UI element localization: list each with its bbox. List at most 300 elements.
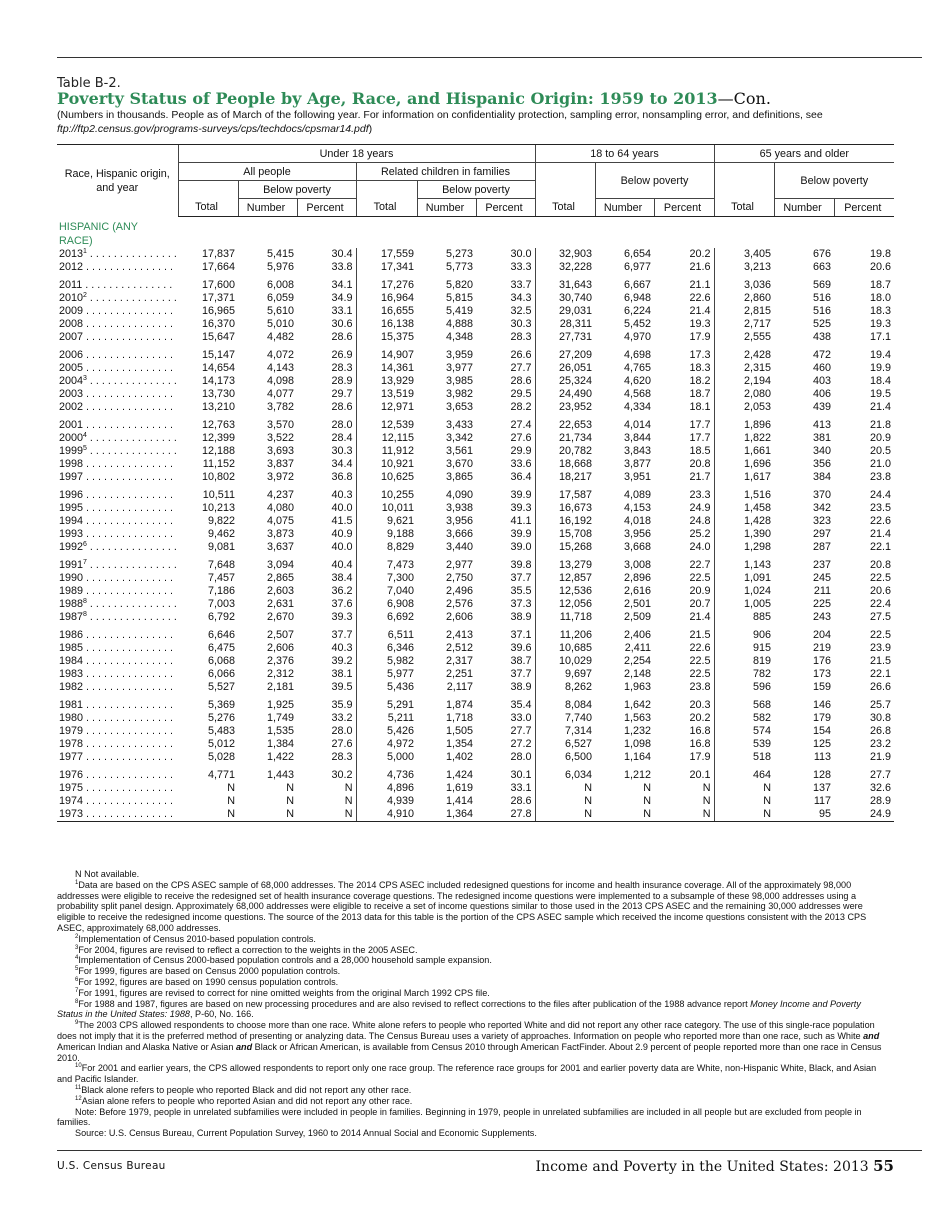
table-cell: 6,654 bbox=[623, 248, 652, 260]
table-cell: 7,648 bbox=[207, 559, 235, 571]
table-cell: 146 bbox=[813, 699, 832, 711]
table-row bbox=[57, 362, 894, 375]
table-cell: 29,031 bbox=[535, 305, 595, 318]
below-poverty-65-header: Below poverty bbox=[774, 163, 894, 199]
table-body bbox=[57, 217, 894, 822]
table-row bbox=[57, 375, 894, 388]
table-cell: 32,228 bbox=[535, 261, 595, 274]
table-cell: 176 bbox=[813, 655, 832, 667]
note-12: $^{12}$Asian alone refers to people who reported Asian and did not report any other race. bbox=[75, 1095, 413, 1106]
table-cell: 5,000 bbox=[356, 751, 417, 764]
table-cell: 33.2 bbox=[331, 712, 353, 724]
table-cell: 33.7 bbox=[510, 279, 532, 291]
table-cell: 7,473 bbox=[356, 554, 417, 572]
table-row bbox=[57, 401, 894, 414]
table-cell: N bbox=[297, 808, 356, 822]
table-cell: N bbox=[654, 808, 714, 822]
table-cell: 28.0 bbox=[331, 419, 353, 431]
table-row bbox=[57, 655, 894, 668]
table-cell: 27.4 bbox=[510, 419, 532, 431]
table-cell: 17,837 bbox=[201, 248, 235, 260]
note-10: $^{10}$For 2001 and earlier years, the CPS allowed respondents to report only one race group. The reference race groups for 2001 and earlier poverty data are White, non-Hispanic White, Black, and Asian and Pacific Islander. bbox=[57, 1063, 877, 1085]
table-cell: 4,765 bbox=[623, 362, 652, 374]
table-cell: 3,972 bbox=[266, 471, 294, 483]
bottom-rule bbox=[57, 1150, 922, 1151]
table-cell: 10,802 bbox=[201, 471, 235, 483]
table-cell: 11,206 bbox=[535, 624, 595, 642]
note-11: $^{11}$Black alone refers to people who reported Black and did not report any other race. bbox=[75, 1084, 412, 1095]
table-cell: 403 bbox=[813, 375, 832, 387]
row-year: 1995 . . . . . . . . . . . . . . . bbox=[59, 502, 174, 514]
table-cell: 23,952 bbox=[535, 401, 595, 414]
table-cell: 297 bbox=[813, 528, 832, 540]
table-cell: 6,475 bbox=[207, 642, 235, 654]
table-cell: 18.7 bbox=[689, 388, 711, 400]
table-cell: 24.4 bbox=[870, 489, 892, 501]
table-cell: 15,268 bbox=[535, 541, 595, 554]
table-cell: 2,117 bbox=[446, 681, 473, 693]
table-cell: 6,527 bbox=[535, 738, 595, 751]
table-cell: 24.8 bbox=[689, 515, 711, 527]
table-cell: 28.0 bbox=[510, 751, 532, 763]
row-year: 2010$^2$ . . . . . . . . . . . . . . . bbox=[59, 292, 177, 304]
table-cell: 25.7 bbox=[870, 699, 892, 711]
table-cell: 40.4 bbox=[331, 559, 353, 571]
table-cell: 16,370 bbox=[201, 318, 235, 330]
table-cell: 19.8 bbox=[870, 248, 892, 260]
table-cell: 18.0 bbox=[870, 292, 892, 304]
row-year: 2012 . . . . . . . . . . . . . . . bbox=[59, 261, 174, 273]
table-cell: 4,090 bbox=[445, 489, 473, 501]
table-cell: 27.7 bbox=[510, 362, 532, 374]
table-cell: 5,610 bbox=[266, 305, 294, 317]
table-cell: 30.8 bbox=[870, 712, 892, 724]
table-cell: 26.9 bbox=[331, 349, 353, 361]
table-row bbox=[57, 668, 894, 681]
table-cell: N bbox=[344, 795, 353, 807]
col-percent: Percent bbox=[834, 199, 894, 217]
table-cell: 356 bbox=[813, 458, 832, 470]
table-cell: 6,792 bbox=[207, 611, 235, 623]
table-cell: 30.0 bbox=[510, 248, 532, 260]
table-label: Table B-2. bbox=[57, 76, 121, 91]
table-row bbox=[57, 585, 894, 598]
table-cell: 5,452 bbox=[623, 318, 652, 330]
table-cell: 16,964 bbox=[356, 292, 417, 305]
table-cell: 1,458 bbox=[714, 502, 774, 515]
note-7: $^7$For 1991, figures are revised to correct for nine omitted weights from the original March 1992 CPS file. bbox=[75, 987, 490, 998]
table-cell: 6,667 bbox=[623, 279, 652, 291]
table-cell: 6,224 bbox=[623, 305, 652, 317]
row-year: 1994 . . . . . . . . . . . . . . . bbox=[59, 515, 174, 527]
table-cell: N bbox=[702, 782, 711, 794]
title-suffix: —Con. bbox=[717, 89, 771, 108]
table-cell: 20.6 bbox=[870, 261, 892, 273]
table-cell: 11,912 bbox=[356, 445, 417, 458]
row-year: 1975 . . . . . . . . . . . . . . . bbox=[59, 782, 174, 794]
table-cell: 2,631 bbox=[266, 598, 294, 610]
table-cell: 6,977 bbox=[623, 261, 652, 273]
table-cell: 13,279 bbox=[535, 554, 595, 572]
table-cell: 1,443 bbox=[266, 769, 294, 781]
table-cell: 33.8 bbox=[331, 261, 353, 273]
table-cell: 17,276 bbox=[356, 274, 417, 292]
table-cell: 26,051 bbox=[535, 362, 595, 375]
table-cell: 915 bbox=[714, 642, 774, 655]
table-cell: 17.7 bbox=[689, 419, 711, 431]
table-cell: 19.3 bbox=[870, 318, 892, 330]
table-cell: N bbox=[643, 782, 652, 794]
table-cell: 27,209 bbox=[535, 344, 595, 362]
table-cell: N bbox=[535, 808, 595, 822]
table-row bbox=[57, 738, 894, 751]
table-cell: 22.5 bbox=[689, 668, 711, 680]
table-cell: 1,143 bbox=[714, 554, 774, 572]
table-cell: 3,570 bbox=[266, 419, 294, 431]
table-cell: 3,843 bbox=[623, 445, 652, 457]
table-cell: 2,181 bbox=[266, 681, 294, 693]
table-cell: 17.9 bbox=[689, 751, 711, 763]
row-year: 2003 . . . . . . . . . . . . . . . bbox=[59, 388, 174, 400]
table-cell: 5,773 bbox=[445, 261, 473, 273]
table-cell: 24.9 bbox=[834, 808, 894, 822]
table-cell: 18.3 bbox=[689, 362, 711, 374]
table-cell: 30,740 bbox=[535, 292, 595, 305]
table-cell: 179 bbox=[813, 712, 832, 724]
table-row bbox=[57, 611, 894, 624]
table-cell: 33.1 bbox=[331, 305, 353, 317]
table-cell: 1,091 bbox=[714, 572, 774, 585]
table-cell: 3,865 bbox=[445, 471, 473, 483]
table-cell: 27,731 bbox=[535, 331, 595, 344]
table-cell: 20,782 bbox=[535, 445, 595, 458]
table-cell: 28.6 bbox=[331, 401, 353, 413]
table-cell: 14,361 bbox=[356, 362, 417, 375]
table-cell: 17,341 bbox=[356, 261, 417, 274]
table-cell: 21.4 bbox=[689, 305, 711, 317]
table-cell: 41.1 bbox=[510, 515, 532, 527]
all-people-header: All people bbox=[178, 163, 356, 181]
row-year: 1986 . . . . . . . . . . . . . . . bbox=[59, 629, 174, 641]
table-cell: 3,873 bbox=[266, 528, 294, 540]
table-cell: 39.3 bbox=[510, 502, 532, 514]
col-total: Total bbox=[535, 199, 595, 217]
table-cell: 2,251 bbox=[445, 668, 473, 680]
row-year: 1987$^8$ . . . . . . . . . . . . . . . bbox=[59, 611, 177, 623]
subtitle-link[interactable]: ftp://ftp2.census.gov/programs-surveys/cps/techdocs/cpsmar14.pdf bbox=[57, 123, 369, 135]
row-year: 1981 . . . . . . . . . . . . . . . bbox=[59, 699, 174, 711]
table-cell: 34.4 bbox=[331, 458, 353, 470]
table-cell: 3,982 bbox=[445, 388, 473, 400]
table-cell: 19.3 bbox=[689, 318, 711, 330]
table-cell: 39.9 bbox=[510, 489, 532, 501]
table-cell: N bbox=[714, 782, 774, 795]
table-cell: 17.3 bbox=[689, 349, 711, 361]
table-cell: 569 bbox=[813, 279, 832, 291]
table-cell: 4,698 bbox=[623, 349, 652, 361]
table-cell: 13,929 bbox=[356, 375, 417, 388]
table-cell: 2,896 bbox=[623, 572, 652, 584]
table-cell: 39.3 bbox=[331, 611, 353, 623]
table-cell: 12,971 bbox=[356, 401, 417, 414]
row-year: 2002 . . . . . . . . . . . . . . . bbox=[59, 401, 174, 413]
table-cell: N bbox=[227, 795, 235, 807]
footer-publisher: U.S. Census Bureau bbox=[57, 1160, 166, 1172]
table-cell: 10,029 bbox=[535, 655, 595, 668]
table-cell: 35.5 bbox=[510, 585, 532, 597]
table-cell: 12,115 bbox=[356, 432, 417, 445]
table-cell: 819 bbox=[714, 655, 774, 668]
table-cell: 5,273 bbox=[445, 248, 473, 260]
table-cell: 40.0 bbox=[331, 502, 353, 514]
table-cell: 20.3 bbox=[689, 699, 711, 711]
table-cell: 2,312 bbox=[266, 668, 294, 680]
table-cell: 596 bbox=[714, 681, 774, 694]
table-cell: 38.9 bbox=[510, 681, 532, 693]
table-cell: 37.7 bbox=[510, 668, 532, 680]
row-year: 2001 . . . . . . . . . . . . . . . bbox=[59, 419, 174, 431]
table-cell: 3,433 bbox=[445, 419, 473, 431]
row-year: 1988$^8$ . . . . . . . . . . . . . . . bbox=[59, 598, 177, 610]
row-year: 1985 . . . . . . . . . . . . . . . bbox=[59, 642, 174, 654]
note-5: $^5$For 1999, figures are based on Census 2000 population controls. bbox=[75, 966, 341, 977]
table-cell: 38.4 bbox=[331, 572, 353, 584]
table-cell: 28.9 bbox=[331, 375, 353, 387]
row-year: 2004$^3$ . . . . . . . . . . . . . . . bbox=[59, 375, 177, 387]
table-cell: 39.5 bbox=[331, 681, 353, 693]
table-cell: 2,616 bbox=[623, 585, 652, 597]
table-cell: 7,040 bbox=[356, 585, 417, 598]
table-cell: 5,291 bbox=[356, 694, 417, 712]
table-cell: 159 bbox=[813, 681, 832, 693]
table-cell: 6,692 bbox=[356, 611, 417, 624]
table-cell: 12,763 bbox=[201, 419, 235, 431]
table-cell: 225 bbox=[813, 598, 832, 610]
table-cell: 2,750 bbox=[445, 572, 473, 584]
table-cell: 10,625 bbox=[356, 471, 417, 484]
table-cell: 10,921 bbox=[356, 458, 417, 471]
row-year: 1978 . . . . . . . . . . . . . . . bbox=[59, 738, 174, 750]
table-cell: 4,939 bbox=[356, 795, 417, 808]
table-cell: 1,422 bbox=[266, 751, 294, 763]
table-cell: 24,490 bbox=[535, 388, 595, 401]
table-cell: 25,324 bbox=[535, 375, 595, 388]
table-cell: 4,348 bbox=[445, 331, 473, 343]
table-cell: 2,507 bbox=[266, 629, 294, 641]
row-year: 1992$^6$ . . . . . . . . . . . . . . . bbox=[59, 541, 177, 553]
table-cell: 3,977 bbox=[445, 362, 473, 374]
note-9: $^9$The 2003 CPS allowed respondents to choose more than one race. White alone refers to people who reported White and did not report any other race category. The use of this single-race population does not imply that it is the preferred method of presenting or analyzing data. The Census Bureau uses a variety of approaches. Information on people who reported more than one race, such as White and American Indian and Alaska Native or Asian and Black or African American, is available from Census 2010 through American FactFinder. About 2.9 percent of people reported more than one race in Census 2010. bbox=[57, 1020, 882, 1063]
row-year: 1999$^5$ . . . . . . . . . . . . . . . bbox=[59, 445, 177, 457]
col-total: Total bbox=[178, 199, 238, 217]
table-cell: 21.0 bbox=[870, 458, 892, 470]
table-cell: 27.6 bbox=[510, 432, 532, 444]
table-row bbox=[57, 681, 894, 694]
table-cell: 22.1 bbox=[870, 668, 892, 680]
table-cell: 11,152 bbox=[202, 458, 235, 470]
table-cell: 3,938 bbox=[445, 502, 473, 514]
col-number: Number bbox=[595, 199, 654, 217]
note-na: N Not available. bbox=[75, 869, 140, 879]
table-cell: 438 bbox=[813, 331, 832, 343]
table-cell: 16,192 bbox=[535, 515, 595, 528]
below-poverty-all-header: Below poverty bbox=[238, 181, 356, 199]
table-cell: 22.1 bbox=[870, 541, 892, 553]
table-cell: 5,820 bbox=[445, 279, 473, 291]
table-cell: 7,314 bbox=[535, 725, 595, 738]
table-row bbox=[57, 388, 894, 401]
table-cell: 2,194 bbox=[714, 375, 774, 388]
table-cell: 1,696 bbox=[714, 458, 774, 471]
table-cell: 28.6 bbox=[331, 331, 353, 343]
table-cell: N bbox=[714, 808, 774, 822]
table-cell: 1,925 bbox=[266, 699, 294, 711]
table-cell: 1,354 bbox=[445, 738, 473, 750]
table-cell: 2,148 bbox=[623, 668, 652, 680]
table-cell: 3,008 bbox=[623, 559, 652, 571]
col-total: Total bbox=[356, 199, 417, 217]
table-row bbox=[57, 795, 894, 808]
table-cell: 28.3 bbox=[331, 362, 353, 374]
table-cell: 30.3 bbox=[331, 445, 353, 457]
table-cell: 323 bbox=[813, 515, 832, 527]
table-cell: 2,815 bbox=[714, 305, 774, 318]
page-number: 55 bbox=[873, 1157, 894, 1175]
table-cell: 35.9 bbox=[331, 699, 353, 711]
table-cell: 460 bbox=[813, 362, 832, 374]
table-cell: 5,012 bbox=[207, 738, 235, 750]
table-cell: 23.2 bbox=[870, 738, 892, 750]
table-cell: 18.4 bbox=[870, 375, 892, 387]
table-row bbox=[57, 751, 894, 764]
table-cell: N bbox=[238, 808, 297, 822]
table-cell: 154 bbox=[813, 725, 832, 737]
table-cell: 13,730 bbox=[201, 388, 235, 400]
table-cell: N bbox=[535, 782, 595, 795]
table-cell: 173 bbox=[813, 668, 832, 680]
table-row bbox=[57, 502, 894, 515]
table-cell: 3,844 bbox=[623, 432, 652, 444]
table-cell: 37.7 bbox=[331, 629, 353, 641]
table-cell: 4,075 bbox=[266, 515, 294, 527]
table-cell: 23.9 bbox=[870, 642, 892, 654]
table-cell: 20.8 bbox=[870, 559, 892, 571]
table-cell: 6,500 bbox=[535, 751, 595, 764]
table-cell: 5,527 bbox=[207, 681, 235, 693]
table-cell: 24.0 bbox=[689, 541, 711, 553]
table-cell: 5,426 bbox=[356, 725, 417, 738]
table-cell: 2,865 bbox=[266, 572, 294, 584]
table-cell: 2,555 bbox=[714, 331, 774, 344]
table-cell: 1,642 bbox=[623, 699, 652, 711]
group-label: HISPANIC (ANY RACE) bbox=[59, 221, 138, 247]
table-cell: 25.2 bbox=[689, 528, 711, 540]
table-cell: 5,369 bbox=[207, 699, 235, 711]
table-cell: 37.6 bbox=[331, 598, 353, 610]
table-cell: 21.4 bbox=[870, 401, 892, 413]
table-cell: 2,977 bbox=[445, 559, 473, 571]
table-cell: 2,496 bbox=[445, 585, 473, 597]
row-year: 1976 . . . . . . . . . . . . . . . bbox=[59, 769, 174, 781]
table-cell: 18.7 bbox=[870, 279, 892, 291]
subtitle bbox=[57, 108, 887, 136]
table-cell: 21.5 bbox=[870, 655, 892, 667]
table-cell: 4,736 bbox=[356, 764, 417, 782]
table-cell: 13,519 bbox=[356, 388, 417, 401]
table-cell: 4,972 bbox=[356, 738, 417, 751]
row-year: 2005 . . . . . . . . . . . . . . . bbox=[59, 362, 174, 374]
table-cell: 14,907 bbox=[356, 344, 417, 362]
table-cell: 6,066 bbox=[207, 668, 235, 680]
below-poverty-children-header: Below poverty bbox=[417, 181, 535, 199]
table-cell: 9,081 bbox=[207, 541, 235, 553]
table-cell: 37.3 bbox=[510, 598, 532, 610]
table-cell: 4,072 bbox=[266, 349, 294, 361]
table-cell: 32.5 bbox=[510, 305, 532, 317]
table-cell: 2,413 bbox=[445, 629, 473, 641]
table-cell: 4,098 bbox=[266, 375, 294, 387]
table-cell: 15,147 bbox=[201, 349, 235, 361]
table-cell: 287 bbox=[813, 541, 832, 553]
table-cell: 1,749 bbox=[266, 712, 294, 724]
table-cell: 18.3 bbox=[870, 305, 892, 317]
table-cell: 1,718 bbox=[445, 712, 473, 724]
table-cell: 782 bbox=[714, 668, 774, 681]
table-cell: N bbox=[227, 782, 235, 794]
table-cell: 574 bbox=[714, 725, 774, 738]
note-1: $^1$Data are based on the CPS ASEC sample of 68,000 addresses. The 2014 CPS ASEC included redesigned questions for income and health insurance coverage. All of the approximately 98,000 addresses were eligible to receive the redesigned set of health insurance coverage questions. The redesigned income questions were implemented to a subsample of these 98,000 addresses using a probability split panel design. Approximately 68,000 addresses were eligible to receive a set of income questions similar to those used in the 2013 CPS ASEC and the remaining 30,000 addresses were eligible to receive the redesigned income questions. The source of the 2013 data for this table is the portion of the CPS ASEC sample which received the income questions consistent with the 2013 CPS ASEC, approximately 68,000 addresses. bbox=[57, 879, 867, 933]
table-cell: 3,951 bbox=[623, 471, 652, 483]
footnotes bbox=[57, 869, 887, 1139]
table-cell: 4,896 bbox=[356, 782, 417, 795]
table-cell: 30.1 bbox=[510, 769, 532, 781]
table-cell: 5,211 bbox=[356, 712, 417, 725]
table-cell: 29.7 bbox=[331, 388, 353, 400]
table-cell: 1,402 bbox=[445, 751, 473, 763]
table-cell: 464 bbox=[714, 764, 774, 782]
table-cell: 30.6 bbox=[331, 318, 353, 330]
table-cell: 204 bbox=[813, 629, 832, 641]
table-cell: 6,511 bbox=[356, 624, 417, 642]
table-cell: 12,539 bbox=[356, 414, 417, 432]
table-cell: N bbox=[702, 795, 711, 807]
table-cell: 37.7 bbox=[510, 572, 532, 584]
table-cell: 1,424 bbox=[445, 769, 473, 781]
table-cell: 5,976 bbox=[266, 261, 294, 273]
table-cell: 5,010 bbox=[266, 318, 294, 330]
table-cell: 2,670 bbox=[266, 611, 294, 623]
table-cell: 27.7 bbox=[510, 725, 532, 737]
table-cell: 342 bbox=[813, 502, 832, 514]
table-cell: 19.4 bbox=[870, 349, 892, 361]
row-year: 1990 . . . . . . . . . . . . . . . bbox=[59, 572, 174, 584]
table-cell: 22.6 bbox=[870, 515, 892, 527]
table-cell: 20.5 bbox=[870, 445, 892, 457]
table-row bbox=[57, 598, 894, 611]
table-cell: 245 bbox=[813, 572, 832, 584]
table-row bbox=[57, 808, 894, 822]
row-year: 2013$^1$ . . . . . . . . . . . . . . . bbox=[59, 248, 177, 260]
table-cell: 3,094 bbox=[266, 559, 294, 571]
table-cell: 40.3 bbox=[331, 642, 353, 654]
table-cell: 17.7 bbox=[689, 432, 711, 444]
table-cell: 16,138 bbox=[356, 318, 417, 331]
table-cell: 2,576 bbox=[445, 598, 473, 610]
table-cell: 36.4 bbox=[510, 471, 532, 483]
table-cell: 1,535 bbox=[266, 725, 294, 737]
table-cell: 4,080 bbox=[266, 502, 294, 514]
table-cell: 2,860 bbox=[714, 292, 774, 305]
